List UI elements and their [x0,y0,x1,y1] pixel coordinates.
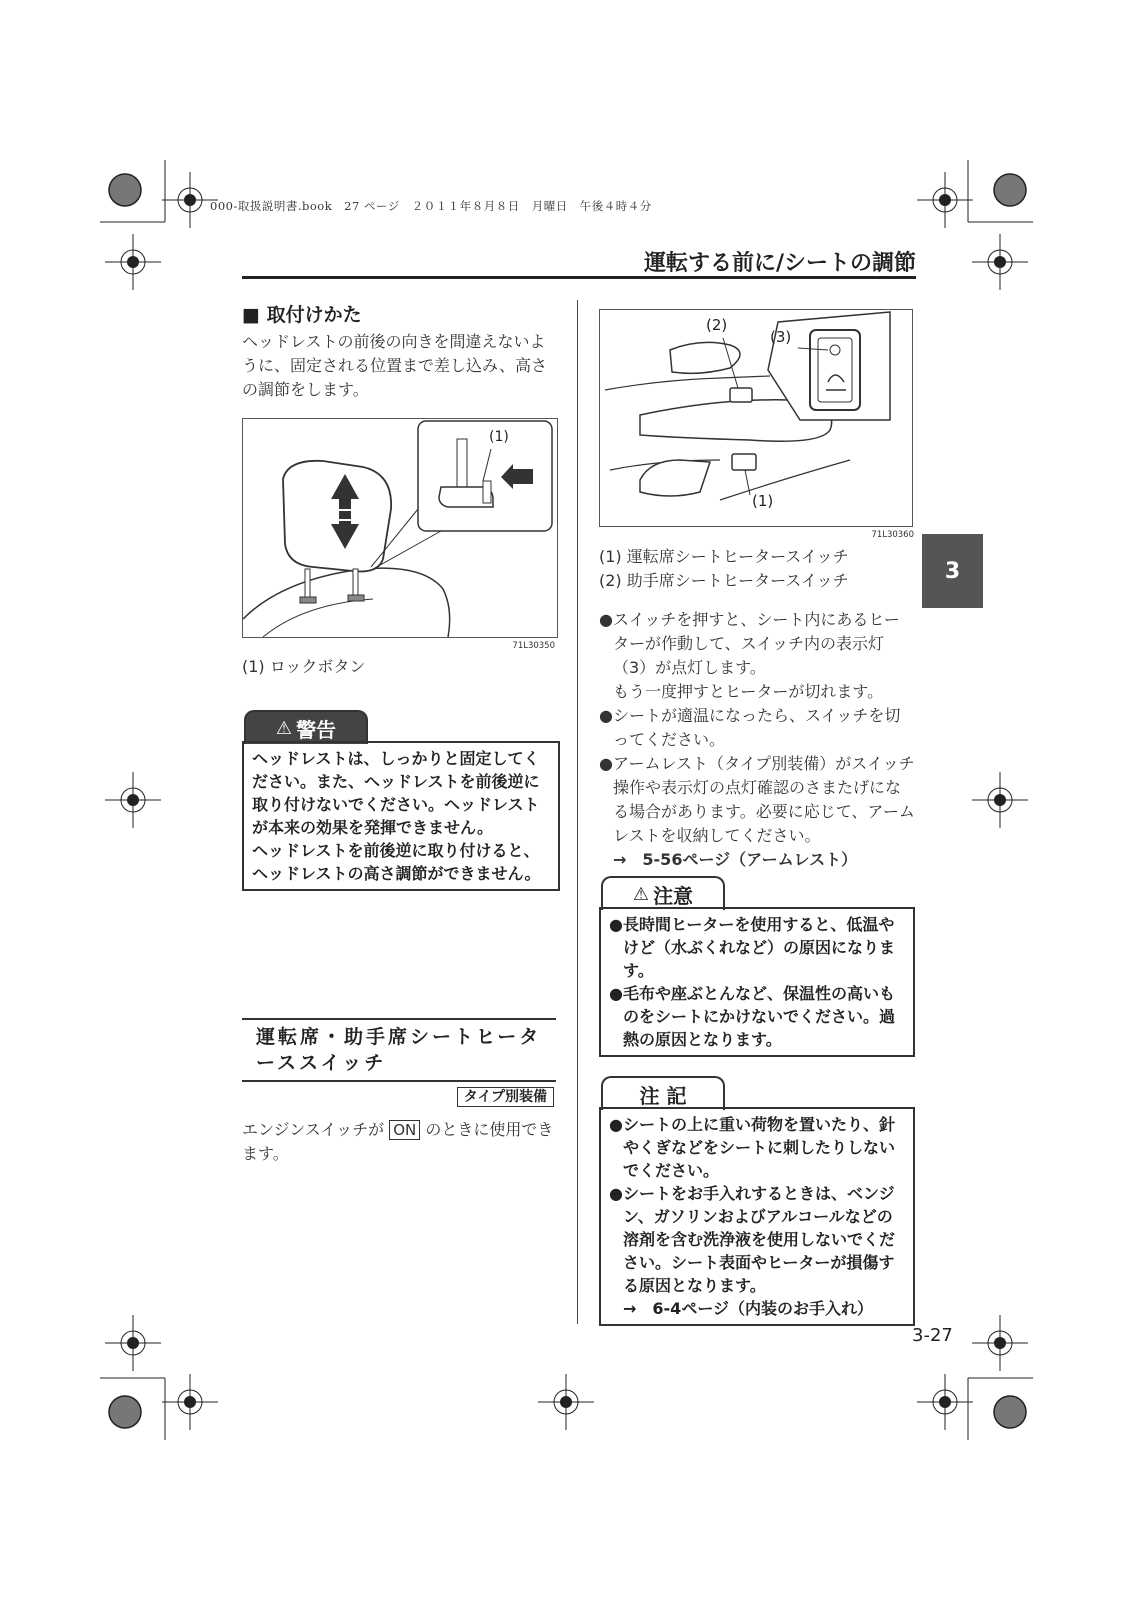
warning-label: 警告 [296,717,337,742]
list-item: ● アームレスト（タイプ別装備）がスイッチ操作や表示灯の点灯確認のさまたげになる場合があります。必要に応じて、アームレストを収納してください。 [599,754,915,845]
caution-box [599,907,915,1057]
warning-tab [244,710,368,744]
list-item: ● シートの上に重い荷物を置いたり、針やくぎなどをシートに刺したりしないでください。 [609,1115,896,1180]
warning-paragraph-1: ヘッドレストは、しっかりと固定してください。また、ヘッドレストを前後逆に取り付けないでください。ヘッドレストが本来の効果を発揮できません。 [252,749,540,837]
note-box [599,1107,915,1326]
figure1-code: 71L30350 [512,641,555,651]
list-item-continued: もう一度押すとヒーターが切れます。 [613,682,884,701]
column-divider [577,300,578,1324]
section-heading-installation: ■ 取付けかた [242,304,362,326]
list-item: ● スイッチを押すと、シート内にあるヒーターが作動して、スイッチ内の表示灯（3）が点灯します。 [599,610,900,677]
caution-tab [601,876,725,910]
caution-label: 注意 [653,883,694,908]
figure2-callout-2: (2) [706,316,728,334]
figure2-callout-1: (1) [752,492,774,510]
warning-box [242,741,560,891]
figure2-caption-2: (2) 助手席シートヒータースイッチ [599,571,849,590]
figure2-code: 71L30360 [871,530,914,540]
figure1-callout: (1) [489,429,509,445]
chapter-tab: 3 [922,534,983,608]
list-item: ● シートが適温になったら、スイッチを切ってください。 [599,706,901,749]
on-label: ON [389,1120,420,1140]
figure2-caption-1: (1) 運転席シートヒータースイッチ [599,547,849,566]
section-heading-seat-heater: 運転席・助手席シートヒーターススイッチ [242,1018,556,1082]
print-info-line: 000-取扱説明書.book 27 ページ ２０１１年８月８日 月曜日 午後４時４分 [210,199,652,213]
equipment-badge: タイプ別装備 [457,1087,554,1107]
equipment-badge-wrap [457,1086,554,1106]
note-label: 注 記 [639,1083,687,1108]
page-title: 運転する前に/シートの調節 [643,251,916,276]
note-tab [601,1076,725,1110]
caution-icon: ⚠ [632,883,650,905]
figure1-caption: (1) ロックボタン [242,657,366,676]
seat-heater-figure [599,309,914,540]
figure2-callout-3: (3) [770,328,792,346]
warning-icon: ⚠ [275,717,293,739]
body-before: エンジンスイッチが [242,1120,385,1139]
installation-body: ヘッドレストの前後の向きを間違えないように、固定される位置まで差し込み、高さの調節をします。 [242,332,547,399]
warning-paragraph-2: ヘッドレストを前後逆に取り付けると、ヘッドレストの高さ調節ができません。 [252,841,541,883]
page-number: 3-27 [912,1325,953,1346]
header-rule [242,276,916,279]
list-item: ● シートをお手入れするときは、ベンジン、ガソリンおよびアルコールなどの溶剤を含む洗浄液を使用しないでください。シート表面やヒーターが損傷する原因となります。 [609,1184,896,1295]
armrest-page-reference[interactable]: → 5-56ページ（アームレスト） [613,850,858,869]
seat-heater-body [242,1118,558,1166]
list-item: ● 長時間ヒーターを使用すると、低温やけど（水ぶくれなど）の原因になります。 [609,915,896,980]
list-item: ● 毛布や座ぶとんなど、保温性の高いものをシートにかけないでください。過熱の原因となります。 [609,984,896,1049]
body-after: のときに使用できます。 [242,1120,554,1163]
heater-bullet-list [599,608,915,872]
interior-care-page-reference[interactable]: → 6-4ページ（内装のお手入れ） [623,1299,873,1318]
headrest-figure [242,418,558,651]
headrest-illustration [243,419,557,637]
